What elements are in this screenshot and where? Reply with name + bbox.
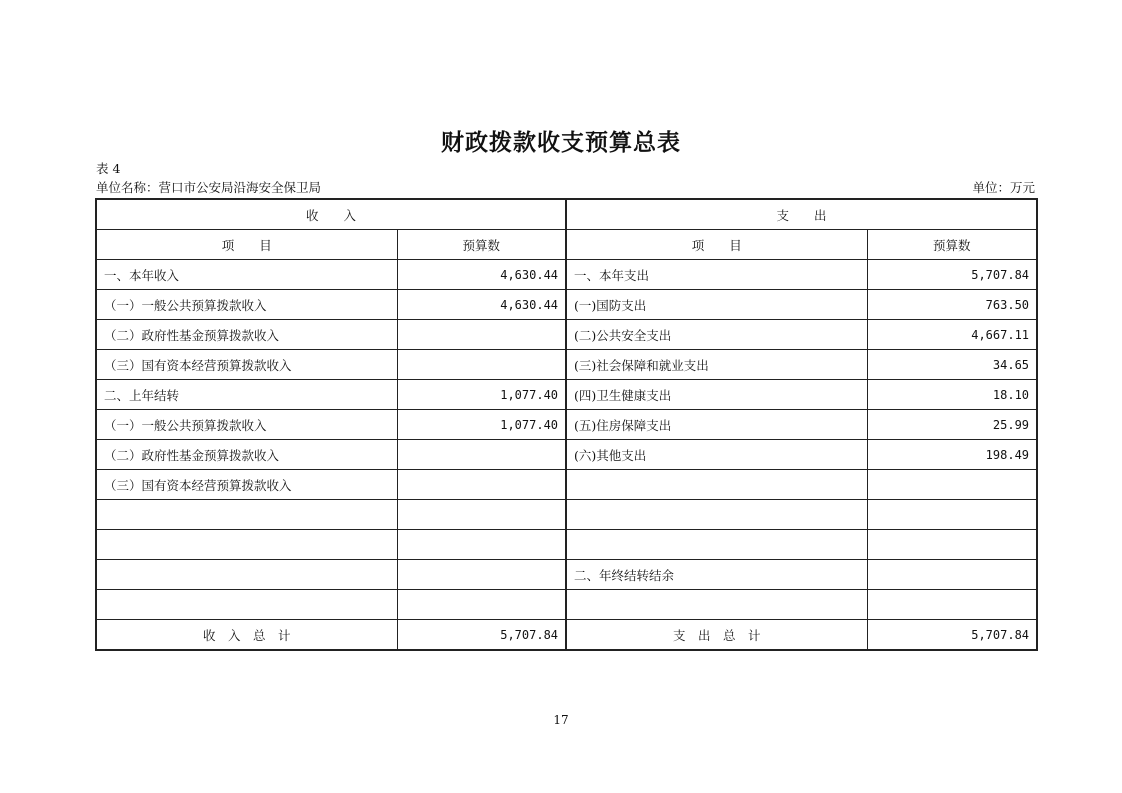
table-number: 表 4 — [96, 161, 121, 176]
income-amount: 4,630.44 — [397, 260, 566, 290]
expense-amount — [867, 500, 1037, 530]
table-row — [96, 320, 1037, 350]
income-item — [96, 530, 397, 560]
income-total-amount: 5,707.84 — [397, 620, 566, 651]
expense-amount: 763.50 — [867, 290, 1037, 320]
expense-total-amount: 5,707.84 — [867, 620, 1037, 651]
expense-amount: 34.65 — [867, 350, 1037, 380]
expense-item: 二、年终结转结余 — [566, 560, 867, 590]
table-row — [96, 290, 1037, 320]
table-row — [96, 350, 1037, 380]
expense-item: 一、本年支出 — [566, 260, 867, 290]
table-row — [96, 470, 1037, 500]
income-item — [96, 500, 397, 530]
expense-amount: 18.10 — [867, 380, 1037, 410]
income-amount — [397, 500, 566, 530]
expense-amount: 4,667.11 — [867, 320, 1037, 350]
section-header-row — [96, 199, 1037, 230]
table-row — [96, 380, 1037, 410]
income-amount — [397, 530, 566, 560]
table-row — [96, 500, 1037, 530]
income-amount: 1,077.40 — [397, 410, 566, 440]
expense-item — [566, 500, 867, 530]
income-amount: 1,077.40 — [397, 380, 566, 410]
income-amount — [397, 440, 566, 470]
expense-item-header: 项 目 — [566, 230, 867, 260]
table-row — [96, 440, 1037, 470]
income-amount — [397, 320, 566, 350]
expense-total-label: 支 出 总 计 — [566, 620, 867, 651]
expense-header: 支 出 — [566, 199, 1037, 230]
expense-amount: 198.49 — [867, 440, 1037, 470]
income-amount: 4,630.44 — [397, 290, 566, 320]
expense-item: (三)社会保障和就业支出 — [566, 350, 867, 380]
income-item: （一）一般公共预算拨款收入 — [96, 290, 397, 320]
income-amount — [397, 470, 566, 500]
income-item: 二、上年结转 — [96, 380, 397, 410]
income-amount — [397, 350, 566, 380]
income-item: 一、本年收入 — [96, 260, 397, 290]
total-row — [96, 620, 1037, 651]
income-budget-header: 预算数 — [397, 230, 566, 260]
income-amount — [397, 590, 566, 620]
income-amount — [397, 560, 566, 590]
expense-item: (四)卫生健康支出 — [566, 380, 867, 410]
income-item-header: 项 目 — [96, 230, 397, 260]
expense-item — [566, 530, 867, 560]
table-row — [96, 530, 1037, 560]
income-item — [96, 590, 397, 620]
column-header-row — [96, 230, 1037, 260]
expense-amount — [867, 590, 1037, 620]
income-item: （二）政府性基金预算拨款收入 — [96, 320, 397, 350]
page-title: 财政拨款收支预算总表 — [441, 130, 681, 156]
table-row — [96, 590, 1037, 620]
table-row — [96, 560, 1037, 590]
expense-amount: 25.99 — [867, 410, 1037, 440]
expense-amount: 5,707.84 — [867, 260, 1037, 290]
income-item — [96, 560, 397, 590]
income-item: （三）国有资本经营预算拨款收入 — [96, 470, 397, 500]
income-item: （三）国有资本经营预算拨款收入 — [96, 350, 397, 380]
unit-label: 单位：万元 — [972, 180, 1035, 195]
expense-item: (五)住房保障支出 — [566, 410, 867, 440]
expense-amount — [867, 530, 1037, 560]
income-total-label: 收 入 总 计 — [96, 620, 397, 651]
expense-item: (一)国防支出 — [566, 290, 867, 320]
table-row — [96, 260, 1037, 290]
page-number: 17 — [553, 713, 569, 727]
expense-item: (六)其他支出 — [566, 440, 867, 470]
income-header: 收 入 — [96, 199, 566, 230]
expense-item: (二)公共安全支出 — [566, 320, 867, 350]
expense-amount — [867, 470, 1037, 500]
income-item: （二）政府性基金预算拨款收入 — [96, 440, 397, 470]
expense-budget-header: 预算数 — [867, 230, 1037, 260]
expense-item — [566, 590, 867, 620]
table-row — [96, 410, 1037, 440]
budget-table — [95, 198, 1038, 651]
unit-name: 单位名称：营口市公安局沿海安全保卫局 — [96, 180, 322, 195]
income-item: （一）一般公共预算拨款收入 — [96, 410, 397, 440]
expense-amount — [867, 560, 1037, 590]
expense-item — [566, 470, 867, 500]
